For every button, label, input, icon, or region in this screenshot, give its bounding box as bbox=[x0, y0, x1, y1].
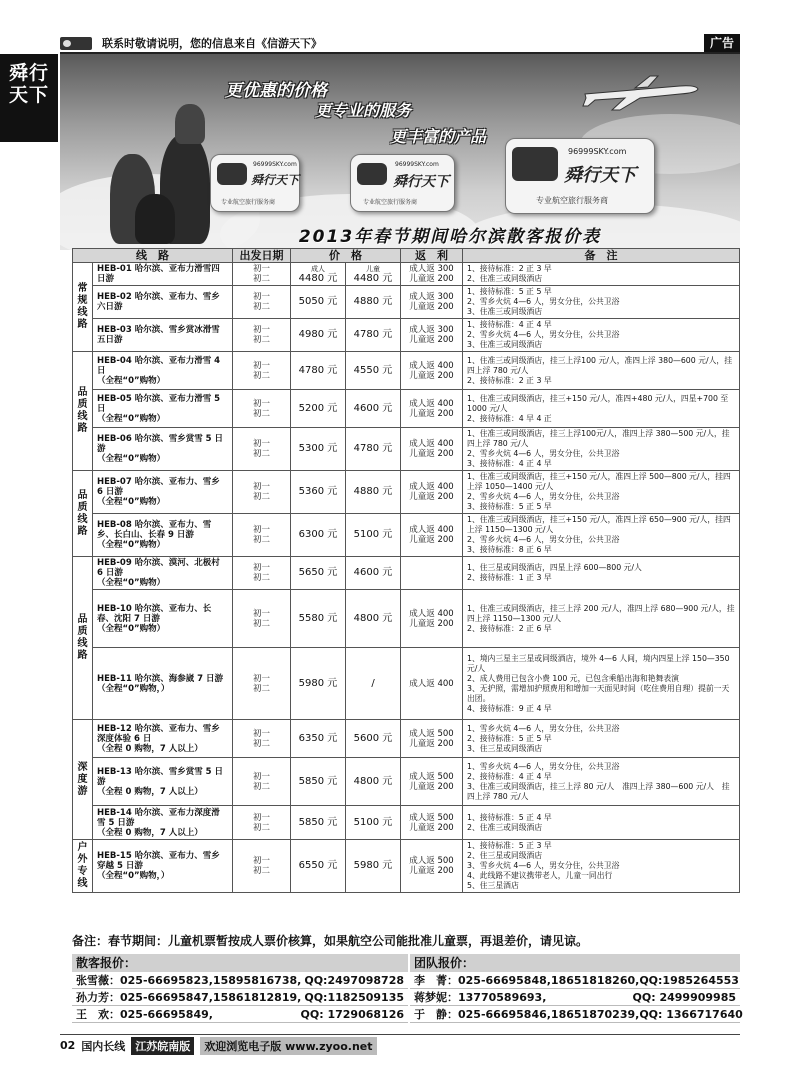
contact-name: 蒋梦妮： bbox=[414, 991, 458, 1004]
child-price-cell: 5100 元 bbox=[346, 806, 401, 840]
table-row bbox=[73, 390, 740, 428]
child-price-cell: 4880 元 bbox=[346, 471, 401, 514]
publication-logo-icon bbox=[60, 37, 92, 50]
date-cell: 初一 初二 bbox=[233, 720, 291, 758]
date-cell: 初一 初二 bbox=[233, 319, 291, 352]
adult-price-cell: 6350 元 bbox=[291, 720, 346, 758]
date-cell: 初一 初二 bbox=[233, 390, 291, 428]
banner bbox=[60, 54, 740, 250]
category-cell: 户外专线 bbox=[73, 840, 93, 893]
table-row bbox=[73, 286, 740, 319]
date-cell: 初一 初二 bbox=[233, 648, 291, 720]
table-row bbox=[73, 590, 740, 648]
group-contacts bbox=[410, 954, 743, 1026]
date-cell: 初一 初二 bbox=[233, 557, 291, 590]
date-cell: 初一 初二 bbox=[233, 806, 291, 840]
category-cell: 品质线路 bbox=[73, 352, 93, 471]
note-cell: 1、雪乡火炕 4—6 人，男女分住，公共卫浴 2、接待标准：4 正 4 早 3、住准三或同级酒店，挂三上浮 80 元/人 准四上浮 380—600 元/人 挂四上浮 780 元/人 bbox=[463, 758, 740, 806]
route-cell: HEB-12 哈尔滨、亚布力、雪乡深度体验 6 日 （全程 0 购物，7 人以上） bbox=[93, 720, 233, 758]
adult-price-cell: 5650 元 bbox=[291, 557, 346, 590]
date-cell: 初一 初二 bbox=[233, 352, 291, 390]
header-date: 出发日期 bbox=[233, 249, 291, 263]
table-row bbox=[73, 806, 740, 840]
note-cell: 1、住准三或同级酒店，挂三+150 元/人，准四上浮 650—900 元/人，挂四上浮 1150—1300 元/人 2、雪乡火炕 4—6 人，男女分住，公共卫浴 3、接待标准：8 正 6 早 bbox=[463, 514, 740, 557]
note-cell: 1、住三星或同级酒店，四星上浮 600—800 元/人 2、接待标准：1 正 3 早 bbox=[463, 557, 740, 590]
rebate-cell: 成人返 500 儿童返 200 bbox=[401, 758, 463, 806]
price-table bbox=[72, 248, 740, 893]
contact-phone: 025-66695823,15895816738, bbox=[120, 973, 302, 987]
child-price-cell: / bbox=[346, 648, 401, 720]
side-tab bbox=[0, 54, 58, 142]
route-cell: HEB-09 哈尔滨、漠河、北极村 6 日游 （全程“0”购物） bbox=[93, 557, 233, 590]
note-cell: 1、接待标准：5 正 5 早 2、雪乡火炕 4—6 人，男女分住，公共卫浴 3、住准三或同级酒店 bbox=[463, 286, 740, 319]
route-cell: HEB-11 哈尔滨、海参崴 7 日游 （全程“0”购物，） bbox=[93, 648, 233, 720]
brand-sub: 专业航空旅行服务商 bbox=[221, 199, 276, 206]
adult-price-cell: 5300 元 bbox=[291, 428, 346, 471]
table-row bbox=[73, 720, 740, 758]
ad-tag: 广告 bbox=[704, 34, 740, 52]
note-cell: 1、住准三或同级酒店，挂三上浮100元/人，准四上浮 380—500 元/人，挂四上浮 780 元/人 2、雪乡火炕 4—6 人，男女分住，公共卫浴 3、接待标准：4 正 4 早 bbox=[463, 428, 740, 471]
contact-row bbox=[72, 989, 408, 1006]
table-row bbox=[73, 514, 740, 557]
adult-price-cell: 5360 元 bbox=[291, 471, 346, 514]
rebate-cell: 成人返 400 儿童返 200 bbox=[401, 514, 463, 557]
contact-name: 于 静： bbox=[414, 1008, 458, 1021]
header-price-label: 价 格 bbox=[329, 248, 362, 262]
table-row bbox=[73, 428, 740, 471]
contact-row bbox=[410, 989, 740, 1006]
contact-name: 王 欢： bbox=[76, 1008, 120, 1021]
header-price bbox=[291, 249, 401, 263]
header-note: 备 注 bbox=[463, 249, 740, 263]
table-row bbox=[73, 840, 740, 893]
note-cell: 1、接待标准：5 正 3 早 2、住三星或同级酒店 3、雪乡火炕 4—6 人，男女分住，公共卫浴 4、此线路不建议携带老人，儿童一同出行 5、住三星酒店 bbox=[463, 840, 740, 893]
header-route: 线 路 bbox=[73, 249, 233, 263]
page-number: 02 bbox=[60, 1039, 76, 1052]
top-notice-bar bbox=[60, 34, 740, 54]
brand-name: 舜行天下 bbox=[251, 173, 300, 187]
table-row bbox=[73, 648, 740, 720]
category-cell: 品质线路 bbox=[73, 557, 93, 720]
rebate-cell: 成人返 500 儿童返 200 bbox=[401, 720, 463, 758]
contacts bbox=[72, 954, 743, 1026]
contact-row bbox=[410, 972, 740, 989]
brand-url: 96999SKY.com bbox=[395, 161, 439, 168]
brand-card-small bbox=[210, 154, 300, 212]
adult-price-cell: 5050 元 bbox=[291, 286, 346, 319]
note-cell: 1、接待标准：4 正 4 早 2、雪乡火炕 4—6 人，男女分住，公共卫浴 3、住准三或同级酒店 bbox=[463, 319, 740, 352]
adult-price-cell: 5850 元 bbox=[291, 806, 346, 840]
edition-label: 江苏皖南版 bbox=[131, 1037, 194, 1055]
table-header-row bbox=[73, 249, 740, 263]
route-cell: HEB-07 哈尔滨、亚布力、雪乡 6 日游 （全程“0”购物） bbox=[93, 471, 233, 514]
child-price-cell: 5980 元 bbox=[346, 840, 401, 893]
footnote: 备注：春节期间：儿童机票暂按成人票价核算，如果航空公司能批准儿童票，再退差价，请见谅。 bbox=[72, 934, 589, 948]
adult-price-cell: 成人 4480 元 bbox=[291, 263, 346, 286]
child-price-cell: 4600 元 bbox=[346, 557, 401, 590]
contact-qq: QQ:1985264553 bbox=[639, 973, 739, 987]
adult-price-cell: 5980 元 bbox=[291, 648, 346, 720]
route-cell: HEB-03 哈尔滨、雪乡赏冰滑雪五日游 bbox=[93, 319, 233, 352]
page-footer bbox=[60, 1034, 740, 1056]
adult-label: 成人 bbox=[311, 265, 325, 273]
rebate-cell: 成人返 400 儿童返 200 bbox=[401, 590, 463, 648]
note-cell: 1、住准三或同级酒店，挂三上浮 200 元/人，准四上浮 680—900 元/人，挂四上浮 1150—1300 元/人 2、接待标准：2 正 6 早 bbox=[463, 590, 740, 648]
contact-qq: QQ:2497098728 bbox=[304, 973, 404, 987]
route-cell: HEB-02 哈尔滨、亚布力、雪乡六日游 bbox=[93, 286, 233, 319]
retail-contacts-title: 散客报价： bbox=[72, 954, 408, 972]
route-cell: HEB-01 哈尔滨、亚布力滑雪四日游 bbox=[93, 263, 233, 286]
adult-price-cell: 5580 元 bbox=[291, 590, 346, 648]
contact-qq: QQ: 1729068126 bbox=[300, 1007, 404, 1021]
brand-sub: 专业航空旅行服务商 bbox=[536, 196, 608, 205]
brand-name: 舜行天下 bbox=[564, 165, 636, 186]
rebate-cell: 成人返 300 儿童返 200 bbox=[401, 319, 463, 352]
rebate-cell: 成人返 400 儿童返 200 bbox=[401, 352, 463, 390]
category-cell: 品质线路 bbox=[73, 471, 93, 557]
table-row bbox=[73, 471, 740, 514]
table-row bbox=[73, 557, 740, 590]
slogan-3: 更丰富的产品 bbox=[390, 127, 487, 146]
table-row bbox=[73, 319, 740, 352]
rebate-cell bbox=[401, 557, 463, 590]
contact-qq: QQ: 2499909985 bbox=[632, 990, 736, 1004]
contact-row bbox=[410, 1006, 743, 1023]
contact-qq: QQ: 1366717640 bbox=[639, 1007, 743, 1021]
date-cell: 初一 初二 bbox=[233, 263, 291, 286]
adult-price-cell: 6300 元 bbox=[291, 514, 346, 557]
brand-logo-icon bbox=[357, 163, 387, 185]
child-price-cell: 4600 元 bbox=[346, 390, 401, 428]
table-row bbox=[73, 352, 740, 390]
category-cell: 深度游 bbox=[73, 720, 93, 840]
table-title: 2013年春节期间哈尔滨散客报价表 bbox=[298, 227, 602, 247]
date-cell: 初一 初二 bbox=[233, 758, 291, 806]
brand-name: 舜行天下 bbox=[393, 174, 449, 190]
route-cell: HEB-05 哈尔滨、亚布力滑雪 5 日 （全程“0”购物） bbox=[93, 390, 233, 428]
adult-price-cell: 5200 元 bbox=[291, 390, 346, 428]
rebate-cell: 成人返 500 儿童返 200 bbox=[401, 840, 463, 893]
contact-phone: 025-66695849, bbox=[120, 1007, 213, 1021]
child-price-cell: 5100 元 bbox=[346, 514, 401, 557]
contact-name: 张雪薇： bbox=[76, 974, 120, 987]
note-cell: 1、接待标准：2 正 3 早 2、住准三或同级酒店 bbox=[463, 263, 740, 286]
route-cell: HEB-15 哈尔滨、亚布力、雪乡穿越 5 日游 （全程“0”购物，） bbox=[93, 840, 233, 893]
section-name: 国内长线 bbox=[81, 1039, 126, 1053]
route-cell: HEB-08 哈尔滨、亚布力、雪乡、长白山、长春 9 日游 （全程“0”购物） bbox=[93, 514, 233, 557]
date-cell: 初一 初二 bbox=[233, 514, 291, 557]
rebate-cell: 成人返 300 儿童返 200 bbox=[401, 263, 463, 286]
table-row bbox=[73, 263, 740, 286]
brand-url: 96999SKY.com bbox=[568, 147, 627, 156]
group-contacts-title: 团队报价： bbox=[410, 954, 740, 972]
child-price-cell: 4550 元 bbox=[346, 352, 401, 390]
contact-qq: QQ:1182509135 bbox=[304, 990, 404, 1004]
child-price-cell: 4780 元 bbox=[346, 428, 401, 471]
date-cell: 初一 初二 bbox=[233, 471, 291, 514]
adult-price-cell: 4780 元 bbox=[291, 352, 346, 390]
child-price-cell: 4780 元 bbox=[346, 319, 401, 352]
note-cell: 1、住准三或同级酒店，挂三上浮100 元/人，准四上浮 380—600 元/人，挂四上浮 780 元/人 2、接待标准：2 正 3 早 bbox=[463, 352, 740, 390]
rebate-cell: 成人返 500 儿童返 200 bbox=[401, 806, 463, 840]
rebate-cell: 成人返 400 儿童返 200 bbox=[401, 471, 463, 514]
header-rebate: 返 利 bbox=[401, 249, 463, 263]
table-row bbox=[73, 758, 740, 806]
contact-phone: 025-66695848,18651818260, bbox=[458, 973, 640, 987]
brand-url: 96999SKY.com bbox=[253, 161, 297, 168]
rebate-cell: 成人返 400 儿童返 200 bbox=[401, 428, 463, 471]
side-tab-label: 舜行 天下 bbox=[8, 62, 49, 106]
slogan-1: 更优惠的价格 bbox=[225, 81, 327, 101]
adult-price-cell: 5850 元 bbox=[291, 758, 346, 806]
contact-phone: 13770589693, bbox=[458, 990, 547, 1004]
rebate-cell: 成人返 400 bbox=[401, 648, 463, 720]
child-label: 儿童 bbox=[366, 265, 380, 273]
contact-phone: 025-66695847,15861812819, bbox=[120, 990, 302, 1004]
rebate-cell: 成人返 300 儿童返 200 bbox=[401, 286, 463, 319]
brand-card-large bbox=[505, 138, 655, 214]
route-cell: HEB-06 哈尔滨、雪乡赏雪 5 日游 （全程“0”购物） bbox=[93, 428, 233, 471]
child-price-cell: 4800 元 bbox=[346, 590, 401, 648]
airplane-icon bbox=[580, 72, 700, 112]
category-cell: 常规线路 bbox=[73, 263, 93, 352]
contact-row bbox=[72, 1006, 408, 1023]
route-cell: HEB-10 哈尔滨、亚布力、长春、沈阳 7 日游 （全程“0”购物） bbox=[93, 590, 233, 648]
date-cell: 初一 初二 bbox=[233, 840, 291, 893]
note-cell: 1、接待标准：5 正 4 早 2、住准三或同级酒店 bbox=[463, 806, 740, 840]
adult-price-cell: 6550 元 bbox=[291, 840, 346, 893]
note-cell: 1、境内三星主三星或同级酒店，境外 4—6 人间，境内四星上浮 150—350 元/人 2、成人费用已包含小费 100 元，已包含乘船出海和艳舞表演 3、无护照，需增加护照费用和增加一天面见时间（吃住费用自理）提前一天出团。 4、接待标准：9 正 4 早 bbox=[463, 648, 740, 720]
brand-card-medium bbox=[350, 154, 455, 212]
contact-name: 李 菁： bbox=[414, 974, 458, 987]
route-cell: HEB-13 哈尔滨、雪乡赏雪 5 日游 （全程 0 购物，7 人以上） bbox=[93, 758, 233, 806]
date-cell: 初一 初二 bbox=[233, 590, 291, 648]
note-cell: 1、住准三或同级酒店，挂三+150 元/人，准四上浮 500—800 元/人，挂四上浮 1050—1400 元/人 2、雪乡火炕 4—6 人，男女分住，公共卫浴 3、接待标准：5 正 5 早 bbox=[463, 471, 740, 514]
brand-logo-icon bbox=[512, 147, 558, 181]
contact-name: 孙力芳： bbox=[76, 991, 120, 1004]
date-cell: 初一 初二 bbox=[233, 428, 291, 471]
child-price-cell: 4880 元 bbox=[346, 286, 401, 319]
notice-text: 联系时敬请说明，您的信息来自《信游天下》 bbox=[102, 37, 322, 50]
retail-contacts bbox=[72, 954, 408, 1026]
rebate-cell: 成人返 400 儿童返 200 bbox=[401, 390, 463, 428]
child-price-cell: 儿童 4480 元 bbox=[346, 263, 401, 286]
date-cell: 初一 初二 bbox=[233, 286, 291, 319]
promo-link[interactable]: 欢迎浏览电子版 www.zyoo.net bbox=[200, 1037, 376, 1055]
route-cell: HEB-04 哈尔滨、亚布力滑雪 4 日 （全程“0”购物） bbox=[93, 352, 233, 390]
note-cell: 1、雪乡火炕 4—6 人，男女分住，公共卫浴 2、接待标准：5 正 5 早 3、住三星或同级酒店 bbox=[463, 720, 740, 758]
adult-price-cell: 4980 元 bbox=[291, 319, 346, 352]
child-price-cell: 4800 元 bbox=[346, 758, 401, 806]
route-cell: HEB-14 哈尔滨、亚布力深度滑雪 5 日游 （全程 0 购物，7 人以上） bbox=[93, 806, 233, 840]
note-cell: 1、住准三或同级酒店，挂三+150 元/人，准四+480 元/人，四星+700 至 1000 元/人 2、接待标准：4 早 4 正 bbox=[463, 390, 740, 428]
slogan-2: 更专业的服务 bbox=[315, 101, 412, 120]
contact-row bbox=[72, 972, 408, 989]
brand-logo-icon bbox=[217, 163, 247, 185]
contact-phone: 025-66695846,18651870239, bbox=[458, 1007, 640, 1021]
brand-sub: 专业航空旅行服务商 bbox=[363, 199, 418, 206]
child-price-cell: 5600 元 bbox=[346, 720, 401, 758]
